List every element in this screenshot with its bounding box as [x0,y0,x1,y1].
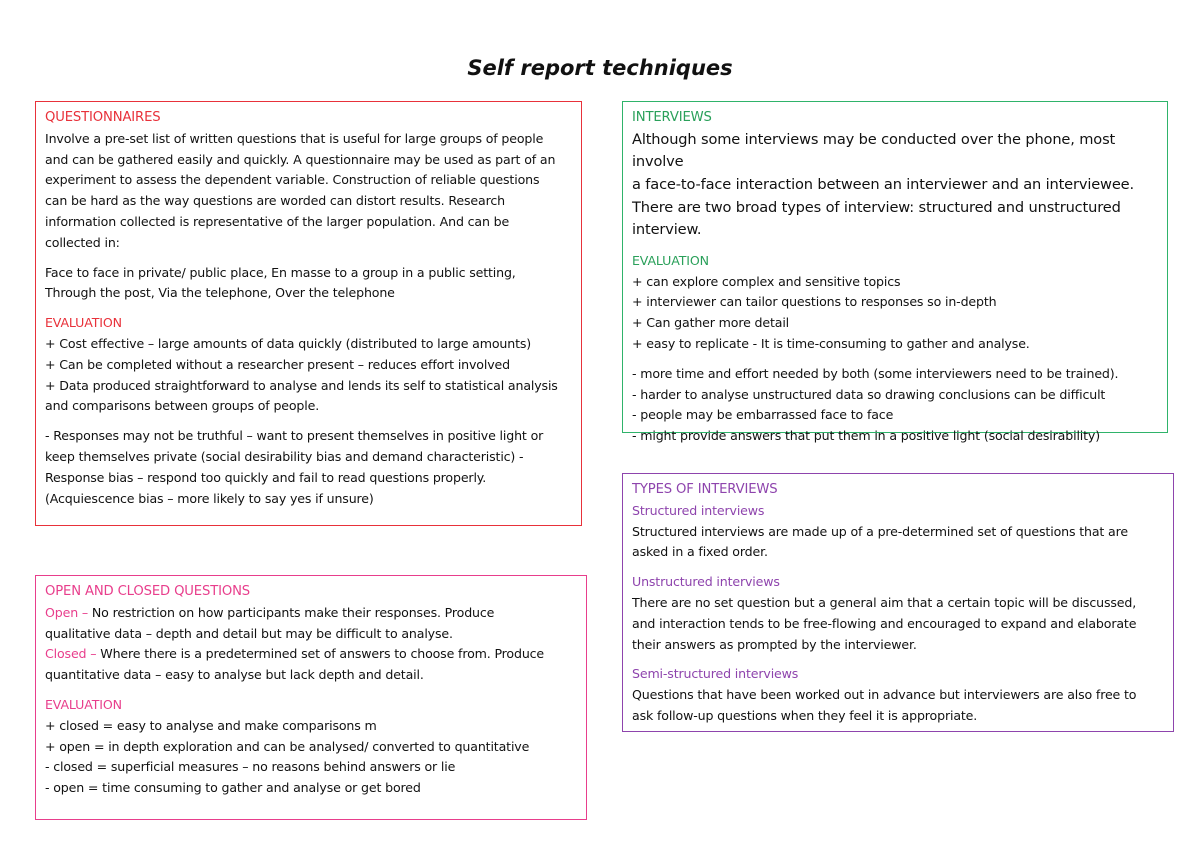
interviews-con-line: - people may be embarrassed face to face [632,407,894,423]
interviews-con-line: - might provide answers that put them in a positive light (social desirability) [632,428,1100,444]
interviews-heading: INTERVIEWS [632,110,712,125]
interviews-intro-line: interview. [632,221,702,239]
open-definition-line: qualitative data – depth and detail but may be difficult to analyse. [45,625,453,641]
interviews-pro-line: + interviewer can tailor questions to responses so in-depth [632,294,997,310]
questionnaires-body-line: information collected is representative of the larger population. And can be [45,213,510,229]
unstructured-line: There are no set question but a general aim that a certain topic will be discussed, [632,594,1137,610]
open-closed-eval-line: + open = in depth exploration and can be analysed/ converted to quantitative [45,738,530,754]
types-of-interviews-box [622,473,1174,732]
interviews-intro-line: Although some interviews may be conducted over the phone, most involve [632,130,1116,171]
questionnaires-pro-line: + Cost effective – large amounts of data quickly (distributed to large amounts) [45,335,532,351]
questionnaires-con-line: keep themselves private (social desirability bias and demand characteristic) - [45,448,524,464]
questionnaires-body-line: Involve a pre-set list of written questions that is useful for large groups of people [45,130,544,146]
open-closed-evaluation-label: EVALUATION [45,696,122,712]
page-title: Self report techniques [467,56,733,80]
open-definition-text: No restriction on how participants make their responses. Produce [91,604,495,620]
questionnaires-body-line: collected in: [45,234,120,250]
interviews-box [622,101,1168,444]
questionnaires-pro-line: + Data produced straightforward to analyse and lends its self to statistical analysis [45,377,558,393]
types-heading: TYPES OF INTERVIEWS [632,482,778,497]
questionnaires-body-line: experiment to assess the dependent variable. Construction of reliable questions [45,172,540,188]
interviews-intro-line: There are two broad types of interview: structured and unstructured [632,198,1121,216]
questionnaires-pro-line: + Can be completed without a researcher present – reduces effort involved [45,356,510,372]
questionnaires-con-line: (Acquiescence bias – more likely to say yes if unsure) [45,490,374,506]
open-closed-eval-line: + closed = easy to analyse and make comparisons m [45,717,377,733]
structured-label: Structured interviews [632,502,765,518]
questionnaires-methods-line: Face to face in private/ public place, En masse to a group in a public setting, [45,264,516,280]
open-closed-eval-line: - closed = superficial measures – no reasons behind answers or lie [45,759,456,775]
interviews-pro-line: + can explore complex and sensitive topics [632,273,901,289]
open-closed-box [35,575,587,820]
interviews-intro-line: a face-to-face interaction between an interviewer and an interviewee. [632,175,1134,193]
open-closed-eval-line: - open = time consuming to gather and analyse or get bored [45,780,421,796]
interviews-con-line: - more time and effort needed by both (some interviewers need to be trained). [632,365,1119,381]
open-label: Open – [45,604,89,620]
questionnaires-box [35,101,582,526]
unstructured-label: Unstructured interviews [632,574,780,590]
questionnaires-con-line: Response bias – respond too quickly and fail to read questions properly. [45,469,487,485]
closed-label: Closed – [45,646,97,662]
semi-structured-label: Semi-structured interviews [632,666,799,682]
interviews-evaluation-label: EVALUATION [632,252,709,268]
structured-line: Structured interviews are made up of a pre-determined set of questions that are [632,523,1128,539]
semi-structured-line: ask follow-up questions when they feel it is appropriate. [632,707,978,723]
interviews-con-line: - harder to analyse unstructured data so drawing conclusions can be difficult [632,386,1106,402]
questionnaires-con-line: - Responses may not be truthful – want to present themselves in positive light or [45,428,544,444]
closed-definition-line: quantitative data – easy to analyse but lack depth and detail. [45,667,424,683]
unstructured-line: and interaction tends to be free-flowing and encouraged to expand and elaborate [632,615,1137,631]
open-definition-line [45,603,577,624]
questionnaires-body-line: can be hard as the way questions are worded can distort results. Research [45,193,505,209]
closed-definition-line [45,644,577,665]
open-closed-heading: OPEN AND CLOSED QUESTIONS [45,584,251,599]
interviews-pro-line: + easy to replicate - It is time-consuming to gather and analyse. [632,335,1030,351]
unstructured-line: their answers as prompted by the interviewer. [632,636,917,652]
questionnaires-methods-line: Through the post, Via the telephone, Over the telephone [45,285,395,301]
structured-line: asked in a fixed order. [632,544,768,560]
questionnaires-body-line: and can be gathered easily and quickly. A questionnaire may be used as part of an [45,151,556,167]
questionnaires-heading: QUESTIONNAIRES [45,110,161,125]
closed-definition-text: Where there is a predetermined set of answers to choose from. Produce [100,646,545,662]
questionnaires-evaluation-label: EVALUATION [45,315,122,331]
questionnaires-pro-line: and comparisons between groups of people. [45,398,320,414]
interviews-pro-line: + Can gather more detail [632,315,790,331]
semi-structured-line: Questions that have been worked out in advance but interviewers are also free to [632,687,1137,703]
